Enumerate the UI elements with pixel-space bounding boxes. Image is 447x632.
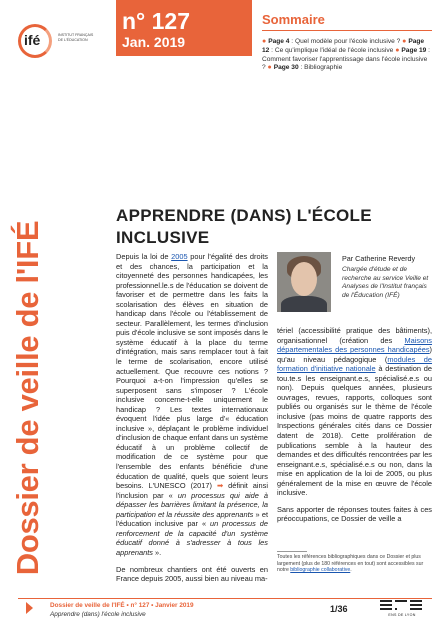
series-title-vertical: Dossier de veille de l'IFÉ (10, 220, 45, 576)
table-of-contents (262, 12, 432, 73)
toc-page-link[interactable]: Page 19 (401, 46, 427, 54)
law-2005-link[interactable]: 2005 (171, 252, 188, 261)
text-run: Toutes les références bibliographiques dans ce Dossier et plus largement (plus de 180 références en tout) sont accessibles sur notre (277, 554, 424, 574)
footer-publication: Dossier de veille de l'IFÉ • n° 127 • Janvier 2019 (50, 602, 194, 609)
text-run: . (350, 567, 352, 574)
toc-item-text: : Ce qu'implique l'idéal de l'école inclusive (269, 46, 394, 54)
ens-logo-subtitle: ENS DE LYON (388, 613, 416, 617)
footnote-divider (277, 551, 307, 552)
issue-date: Jan. 2019 (122, 34, 186, 50)
author-name: Par Catherine Reverdy (342, 254, 416, 263)
mdph-link[interactable]: Maisons départementales des personnes handicapées (277, 335, 432, 355)
footer-article-title: Apprendre (dans) l'école inclusive (50, 611, 146, 618)
toc-item-text: : Quel modèle pour l'école inclusive ? (289, 38, 401, 45)
article-title: APPRENDRE (DANS) L'ÉCOLE INCLUSIVE (116, 206, 372, 247)
quote-run: un processus de renforcement de la capacité d'un système éducatif donné à s'adresser à tous les apprenants (116, 519, 268, 557)
article-column-right (277, 326, 432, 531)
bullet-icon: ● (395, 46, 402, 54)
logo-bar (380, 600, 392, 602)
logo-bar (395, 608, 397, 610)
author-photo (277, 252, 331, 312)
toc-item-text: : Comment favoriser l'apprentissage dans l'école inclusive ? (262, 46, 430, 72)
photo-shirt (281, 296, 327, 312)
issue-number: n° 127 (122, 8, 191, 34)
bullet-icon: ● (402, 38, 409, 45)
bibliography-link[interactable]: bibliographie collaborative (290, 567, 351, 574)
footnote (277, 554, 435, 574)
toc-page-link[interactable]: Page 30 (273, 64, 299, 72)
toc-page-link[interactable]: Page 4 (268, 38, 290, 45)
logo-subtitle: INSTITUT FRANÇAIS DE L'ÉDUCATION (58, 33, 94, 42)
paragraph (277, 326, 432, 498)
text-run: ) qu'au niveau pédagogique ( (277, 345, 432, 364)
arrow-icon: ➡ (216, 481, 224, 491)
logo-bar (395, 600, 407, 602)
author-role: Chargée d'étude et de recherche au service Veille et Analyses de l'Institut français de l'Éducation (IFÉ) (342, 266, 429, 299)
toc-page-link[interactable]: Page 12 (262, 38, 425, 54)
paragraph: De nombreux chantiers ont été ouverts en France depuis 2005, aussi bien au niveau ma- (116, 564, 268, 584)
text-run: ». (152, 547, 162, 557)
article-column-left (116, 252, 268, 591)
logo-text: ifé (24, 32, 41, 48)
bullet-icon: ● (267, 64, 274, 72)
paragraph: Sans apporter de réponses toutes faites à ces préoccupations, ce Dossier de veille a (277, 504, 432, 524)
logo-bar (410, 600, 422, 602)
footer-arrow-icon (26, 602, 33, 614)
logo-bar (410, 608, 422, 610)
logo-bar (380, 608, 392, 610)
bullet-icon: ● (262, 38, 269, 45)
text-run: tériel (accessibilité pratique des bâtiments), organisationnel (création des (277, 326, 432, 345)
toc-title: Sommaire (262, 12, 325, 27)
text-run: Depuis la loi de (116, 252, 172, 261)
footer-divider (18, 598, 432, 599)
text-run: » et l'éducation inclusive par « (116, 509, 268, 529)
ens-lyon-logo (380, 598, 424, 620)
toc-divider (262, 30, 432, 31)
text-run: à destination de tou.te.s les enseignant.e.s, spécialisé.e.s ou non). Depuis quelques années, plusieurs ouvrages, revues, rapports, colloques sont publiés ou organisés sur le thème de l'école inclusive (pas moins de quatre rapports des Inspections générales cités dans ce Dossier datent de 2018). Cette prolifération de publications semble à la hauteur des demandes et des difficultés rencontrées par les enseignant.e.s, spécialisé.e.s ou non, dans la mise en application de la loi de 2005, ou plus généralement de la mise en œuvre de l'école inclusive. (277, 364, 432, 498)
toc-item-text: : Bibliographie (298, 64, 343, 72)
quote-run: un processus qui aide à dépasser les barrières limitant la présence, la participation et la réussite des apprenants (116, 490, 268, 519)
paragraph (116, 252, 268, 558)
logo-bar (380, 604, 392, 606)
text-run: pour l'égalité des droits et des chances, la participation et la citoyenneté des personnes handicapées, les professionnel.le.s de l'éducation se doivent de favoriser et de permettre dans les faits la scolarisation des élèves en situation de handicap dans l'école ou l'établissement de secteur. Parallèlement, les termes d'inclusion puis d'école inclusive se sont imposés dans le système éducatif à la place du terme d'intégration, mais sans remplacer tout à fait le terme de scolarisation, encore utilisé actuellement. Que recouvre ces notions ? Pourquoi a-t-on l'impression qu'elles se superposent sans s'imposer ? L'école inclusive concerne-t-elle uniquement le handicap ? Les textes internationaux évoquent l'idée plus large d'« éducation inclusive », déplaçant le problème individuel d'inclusion de chaque enfant dans un système éducatif à un problème collectif de modification de ce système pour que l'ensemble des enfants bénéficie d'une éducation de qualité, quels que soient leurs besoins. L'UNESCO (2017) (116, 252, 268, 491)
page-number: 1/36 (330, 604, 348, 614)
text-run: définit ainsi l'inclusion par « (116, 481, 268, 500)
training-modules-link[interactable]: modules de formation d'initiative nationale (277, 354, 432, 374)
toc-body (262, 38, 432, 73)
ife-logo (18, 24, 98, 64)
photo-face (291, 262, 317, 296)
logo-bar (410, 604, 422, 606)
